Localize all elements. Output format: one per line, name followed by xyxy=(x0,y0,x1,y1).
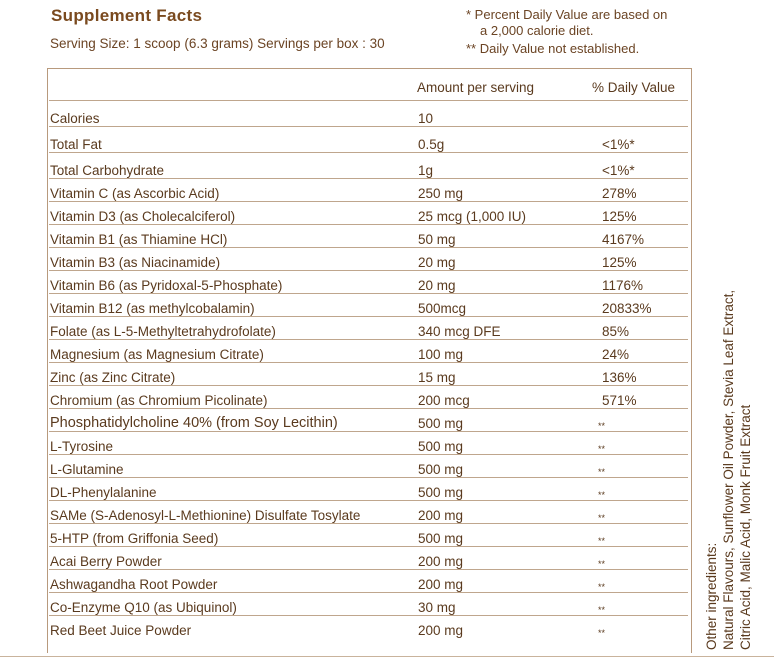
row-name: Red Beet Juice Powder xyxy=(49,616,417,639)
header-amount: Amount per serving xyxy=(417,79,535,95)
table-row xyxy=(49,271,688,294)
row-name: 5-HTP (from Griffonia Seed) xyxy=(49,524,417,547)
row-daily-value: 4167% xyxy=(570,225,688,248)
row-name: Phosphatidylcholine 40% (from Soy Lecithin) xyxy=(49,409,417,432)
row-daily-value: ** xyxy=(570,547,688,570)
table-row xyxy=(49,501,688,524)
table-row xyxy=(49,225,688,248)
other-ingredients-label: Other ingredients: xyxy=(704,542,719,650)
daily-value-footnote-cont: a 2,000 calorie diet. xyxy=(480,23,594,38)
row-amount: 500 mg xyxy=(417,524,570,547)
row-amount: 1g xyxy=(417,153,570,179)
table-row xyxy=(49,153,688,179)
table-row xyxy=(49,179,688,202)
row-amount: 250 mg xyxy=(417,179,570,202)
table-row xyxy=(49,432,688,455)
row-daily-value: <1%* xyxy=(570,127,688,153)
row-amount: 30 mg xyxy=(417,593,570,616)
row-daily-value: 571% xyxy=(570,386,688,409)
row-amount: 500mcg xyxy=(417,294,570,317)
row-name: Magnesium (as Magnesium Citrate) xyxy=(49,340,417,363)
header-daily-value: % Daily Value xyxy=(592,79,676,95)
row-daily-value: 125% xyxy=(570,248,688,271)
row-name: Vitamin B3 (as Niacinamide) xyxy=(49,248,417,271)
row-daily-value: 24% xyxy=(570,340,688,363)
supplement-facts-table xyxy=(49,74,688,638)
row-amount: 340 mcg DFE xyxy=(417,317,570,340)
table-row xyxy=(49,248,688,271)
header-name-col xyxy=(49,74,417,101)
row-name: DL-Phenylalanine xyxy=(49,478,417,501)
row-name: Co-Enzyme Q10 (as Ubiquinol) xyxy=(49,593,417,616)
row-amount: 0.5g xyxy=(417,127,570,153)
table-row xyxy=(49,101,688,127)
other-ingredients-line-1: Natural Flavours, Sunflower Oil Powder, Stevia Leaf Extract, xyxy=(721,289,736,650)
table-row xyxy=(49,294,688,317)
row-daily-value: ** xyxy=(570,570,688,593)
row-amount: 200 mg xyxy=(417,616,570,639)
row-amount: 25 mcg (1,000 IU) xyxy=(417,202,570,225)
row-daily-value: ** xyxy=(570,432,688,455)
other-ingredients-line-2: Citric Acid, Malic Acid, Monk Fruit Extract xyxy=(738,404,753,650)
row-name: Ashwagandha Root Powder xyxy=(49,570,417,593)
row-daily-value: 125% xyxy=(570,202,688,225)
daily-value-footnote: * Percent Daily Value are based on xyxy=(466,7,668,22)
row-amount: 500 mg xyxy=(417,455,570,478)
table-row xyxy=(49,202,688,225)
row-amount: 200 mg xyxy=(417,501,570,524)
row-name: L-Tyrosine xyxy=(49,432,417,455)
row-amount: 100 mg xyxy=(417,340,570,363)
row-name: Acai Berry Powder xyxy=(49,547,417,570)
table-row xyxy=(49,616,688,639)
row-daily-value: <1%* xyxy=(570,153,688,179)
row-name: Calories xyxy=(49,101,417,127)
row-daily-value: ** xyxy=(570,593,688,616)
row-amount: 50 mg xyxy=(417,225,570,248)
row-amount: 500 mg xyxy=(417,409,570,432)
row-amount: 200 mg xyxy=(417,547,570,570)
row-name: Vitamin B12 (as methylcobalamin) xyxy=(49,294,417,317)
row-daily-value: 278% xyxy=(570,179,688,202)
table-row xyxy=(49,547,688,570)
table-row xyxy=(49,524,688,547)
serving-size: Serving Size: 1 scoop (6.3 grams) Servings per box : 30 xyxy=(50,36,385,51)
row-name: Folate (as L-5-Methyltetrahydrofolate) xyxy=(49,317,417,340)
row-name: Vitamin D3 (as Cholecalciferol) xyxy=(49,202,417,225)
row-amount: 200 mcg xyxy=(417,386,570,409)
not-established-footnote: ** Daily Value not established. xyxy=(466,41,640,56)
table-row xyxy=(49,363,688,386)
row-daily-value xyxy=(570,101,688,127)
row-name: Total Carbohydrate xyxy=(49,153,417,179)
row-name: Vitamin B6 (as Pyridoxal-5-Phosphate) xyxy=(49,271,417,294)
row-daily-value: ** xyxy=(570,409,688,432)
row-name: Chromium (as Chromium Picolinate) xyxy=(49,386,417,409)
row-daily-value: ** xyxy=(570,524,688,547)
table-row xyxy=(49,127,688,153)
table-row xyxy=(49,593,688,616)
row-daily-value: 136% xyxy=(570,363,688,386)
row-name: Zinc (as Zinc Citrate) xyxy=(49,363,417,386)
table-row xyxy=(49,455,688,478)
row-amount: 15 mg xyxy=(417,363,570,386)
row-daily-value: 20833% xyxy=(570,294,688,317)
table-row xyxy=(49,570,688,593)
row-amount: 10 xyxy=(417,101,570,127)
table-row xyxy=(49,340,688,363)
row-amount: 20 mg xyxy=(417,248,570,271)
row-name: L-Glutamine xyxy=(49,455,417,478)
row-daily-value: 1176% xyxy=(570,271,688,294)
table-row xyxy=(49,386,688,409)
row-daily-value: ** xyxy=(570,501,688,524)
panel-title: Supplement Facts xyxy=(51,6,203,25)
table-row xyxy=(49,409,688,432)
row-name: Vitamin B1 (as Thiamine HCl) xyxy=(49,225,417,248)
row-amount: 500 mg xyxy=(417,478,570,501)
row-daily-value: ** xyxy=(570,616,688,639)
row-amount: 500 mg xyxy=(417,432,570,455)
bottom-divider xyxy=(0,656,774,657)
row-name: SAMe (S-Adenosyl-L-Methionine) Disulfate Tosylate xyxy=(49,501,417,524)
row-amount: 200 mg xyxy=(417,570,570,593)
row-daily-value: ** xyxy=(570,478,688,501)
table-row xyxy=(49,317,688,340)
table-header-row xyxy=(49,74,688,101)
row-amount: 20 mg xyxy=(417,271,570,294)
other-ingredients-block xyxy=(703,90,773,650)
row-daily-value: ** xyxy=(570,455,688,478)
row-daily-value: 85% xyxy=(570,317,688,340)
row-name: Total Fat xyxy=(49,127,417,153)
row-name: Vitamin C (as Ascorbic Acid) xyxy=(49,179,417,202)
table-row xyxy=(49,478,688,501)
